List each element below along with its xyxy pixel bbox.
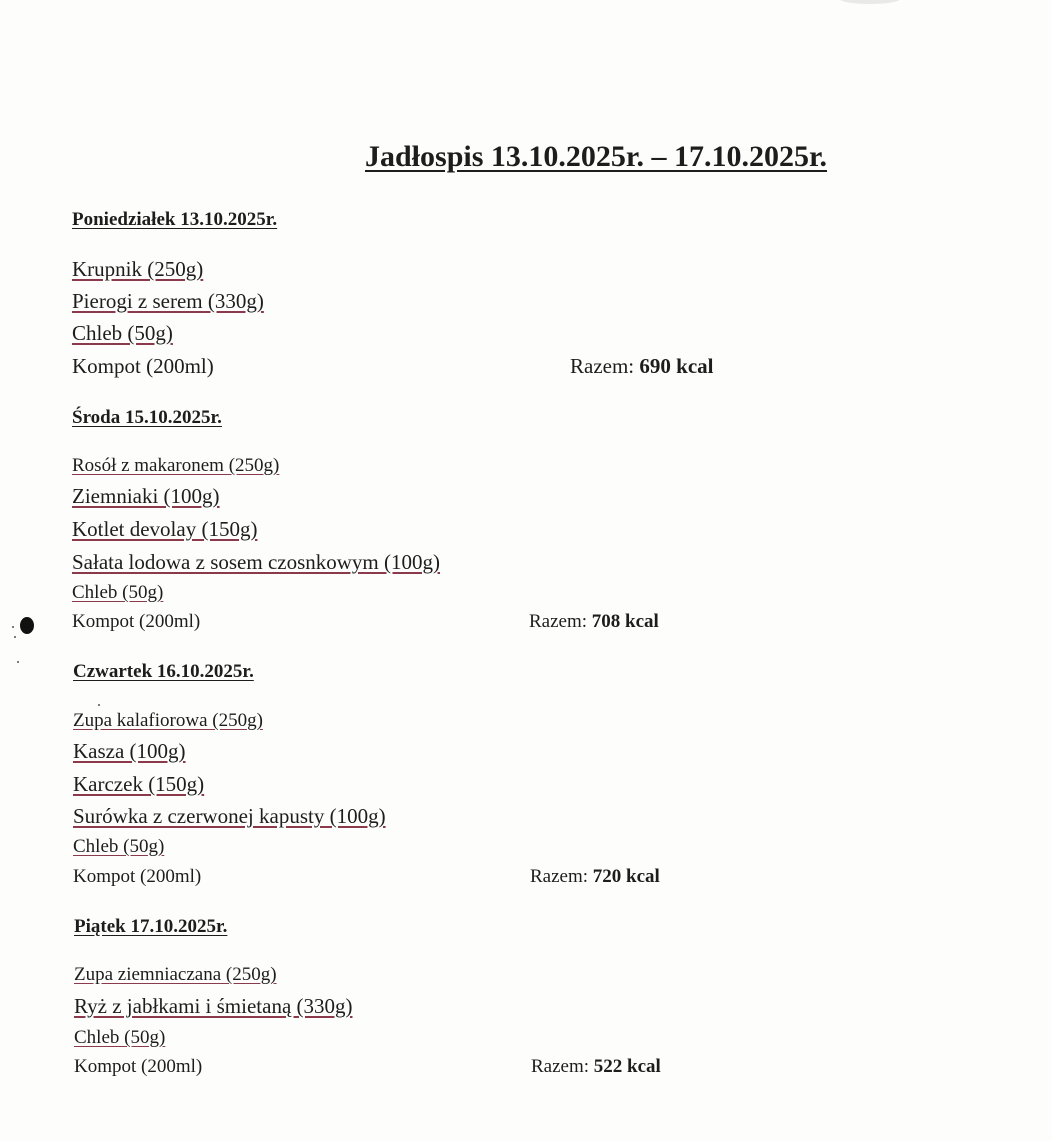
scan-speck <box>98 704 100 706</box>
scan-speck <box>14 636 16 638</box>
punch-hole-mark <box>20 617 34 634</box>
total-value: 720 kcal <box>592 866 660 887</box>
menu-item: Kompot (200ml) <box>72 354 214 378</box>
day-total-monday <box>570 354 713 379</box>
menu-item: Chleb (50g) <box>73 836 165 857</box>
menu-item: Ryż z jabłkami i śmietaną (330g) <box>74 994 353 1018</box>
menu-item: Rosół z makaronem (250g) <box>72 455 280 476</box>
menu-item: Krupnik (250g) <box>72 257 204 281</box>
day-heading-wednesday: Środa 15.10.2025r. <box>72 407 222 428</box>
total-value: 708 kcal <box>591 611 659 632</box>
day-total-wednesday <box>529 611 659 633</box>
scan-smudge <box>840 0 900 4</box>
page-title: Jadłospis 13.10.2025r. – 17.10.2025r. <box>365 140 828 173</box>
scan-speck <box>12 626 14 628</box>
day-heading-thursday: Czwartek 16.10.2025r. <box>73 661 254 682</box>
menu-item: Karczek (150g) <box>73 772 205 796</box>
menu-item: Kompot (200ml) <box>74 1056 203 1077</box>
day-total-thursday <box>530 866 660 888</box>
menu-item: Chleb (50g) <box>74 1027 166 1048</box>
menu-item: Kotlet devolay (150g) <box>72 517 258 541</box>
day-total-friday <box>531 1056 661 1078</box>
menu-item: Surówka z czerwonej kapusty (100g) <box>73 804 386 828</box>
menu-item: Kasza (100g) <box>73 739 186 763</box>
menu-item: Kompot (200ml) <box>72 611 201 632</box>
menu-item: Zupa kalafiorowa (250g) <box>73 710 263 731</box>
scan-speck <box>17 661 19 663</box>
menu-item: Chleb (50g) <box>72 582 164 603</box>
day-heading-monday: Poniedziałek 13.10.2025r. <box>72 209 278 230</box>
total-label: Razem: <box>529 611 588 632</box>
menu-item: Pierogi z serem (330g) <box>72 289 264 313</box>
total-label: Razem: <box>530 866 589 887</box>
menu-item: Sałata lodowa z sosem czosnkowym (100g) <box>72 550 441 574</box>
menu-item: Kompot (200ml) <box>73 866 202 887</box>
day-heading-friday: Piątek 17.10.2025r. <box>74 916 228 937</box>
menu-item: Zupa ziemniaczana (250g) <box>74 964 277 985</box>
menu-item: Ziemniaki (100g) <box>72 484 220 508</box>
total-value: 522 kcal <box>593 1056 661 1077</box>
total-label: Razem: <box>570 354 635 378</box>
total-label: Razem: <box>531 1056 590 1077</box>
menu-item: Chleb (50g) <box>72 321 173 345</box>
total-value: 690 kcal <box>639 354 714 378</box>
